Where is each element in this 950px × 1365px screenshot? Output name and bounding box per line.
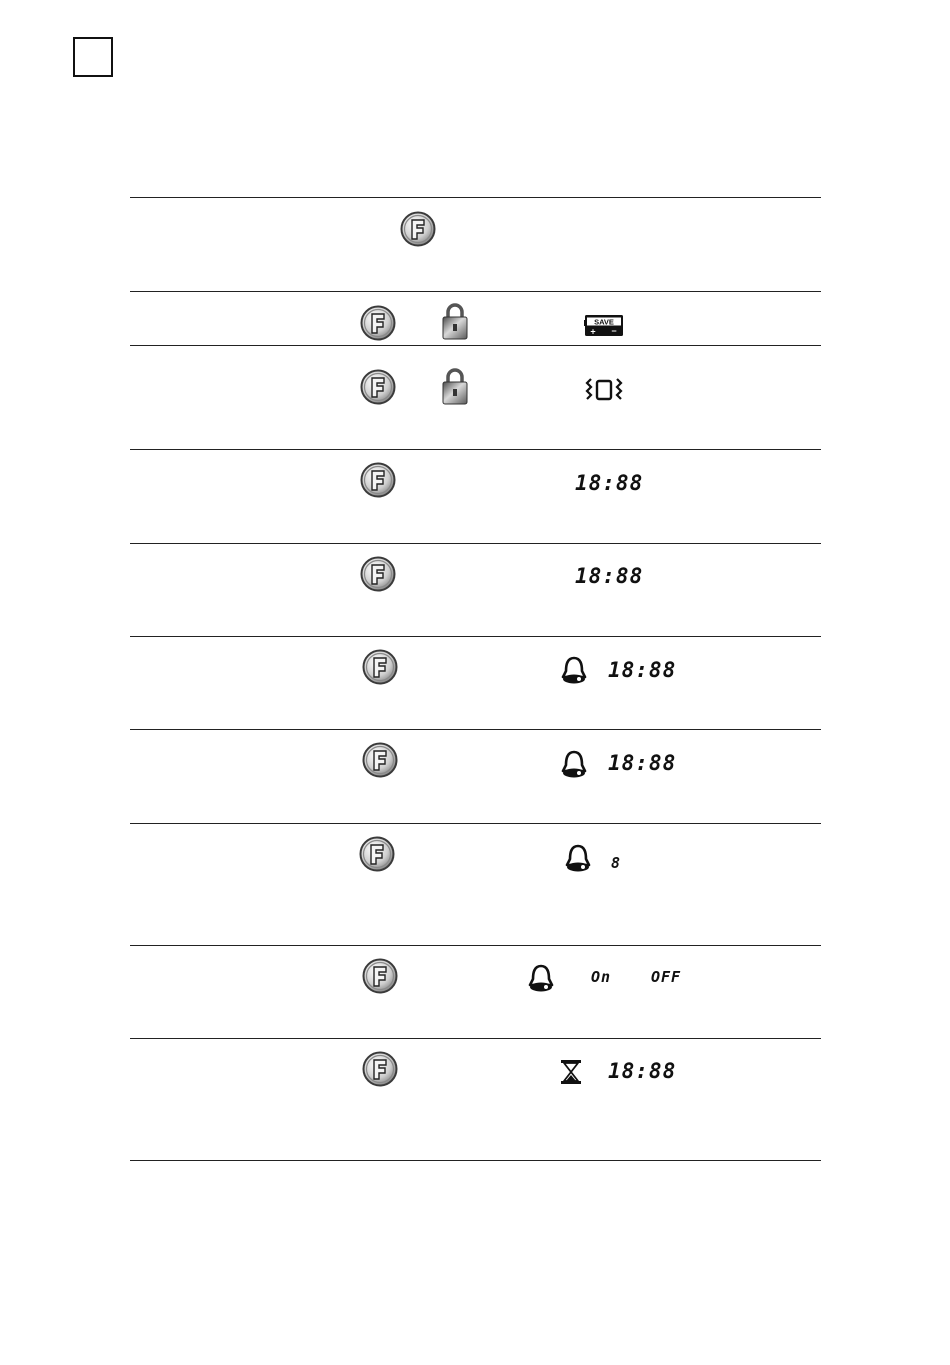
bell-icon [560,749,588,779]
function-button-icon [360,369,396,405]
table-rule [130,636,821,637]
function-button-icon [362,1051,398,1087]
lcd-time-display: 18:88 [608,1059,677,1083]
lcd-digit-display: 8 [611,854,622,872]
table-rule [130,543,821,544]
bell-icon [527,963,555,993]
table-rule [130,1160,821,1161]
lock-icon [441,302,469,340]
table-rule [130,449,821,450]
lcd-time-display: 18:88 [575,471,644,495]
lcd-time-display: 18:88 [575,564,644,588]
bell-icon [564,843,592,873]
function-button-icon [360,305,396,341]
function-button-icon [359,836,395,872]
page-marker-box [73,37,113,77]
function-button-icon [400,211,436,247]
lcd-time-display: 18:88 [608,658,677,682]
function-button-icon [360,462,396,498]
function-button-icon [362,742,398,778]
battery-save-icon [584,313,624,337]
save-label: SAVE [594,317,614,327]
function-button-icon [362,958,398,994]
lcd-off-display: OFF [651,968,682,986]
table-rule [130,1038,821,1039]
hourglass-icon [560,1059,582,1085]
function-button-icon [362,649,398,685]
table-rule [130,197,821,198]
bell-icon [560,655,588,685]
lcd-time-display: 18:88 [608,751,677,775]
table-rule [130,823,821,824]
table-rule [130,291,821,292]
table-rule [130,729,821,730]
svg-text:−: − [611,326,617,336]
svg-text:+: + [590,326,596,337]
table-rule [130,345,821,346]
lcd-on-display: On [591,968,612,986]
table-rule [130,945,821,946]
lock-icon [441,367,469,405]
function-button-icon [360,556,396,592]
vibration-icon [584,376,624,404]
